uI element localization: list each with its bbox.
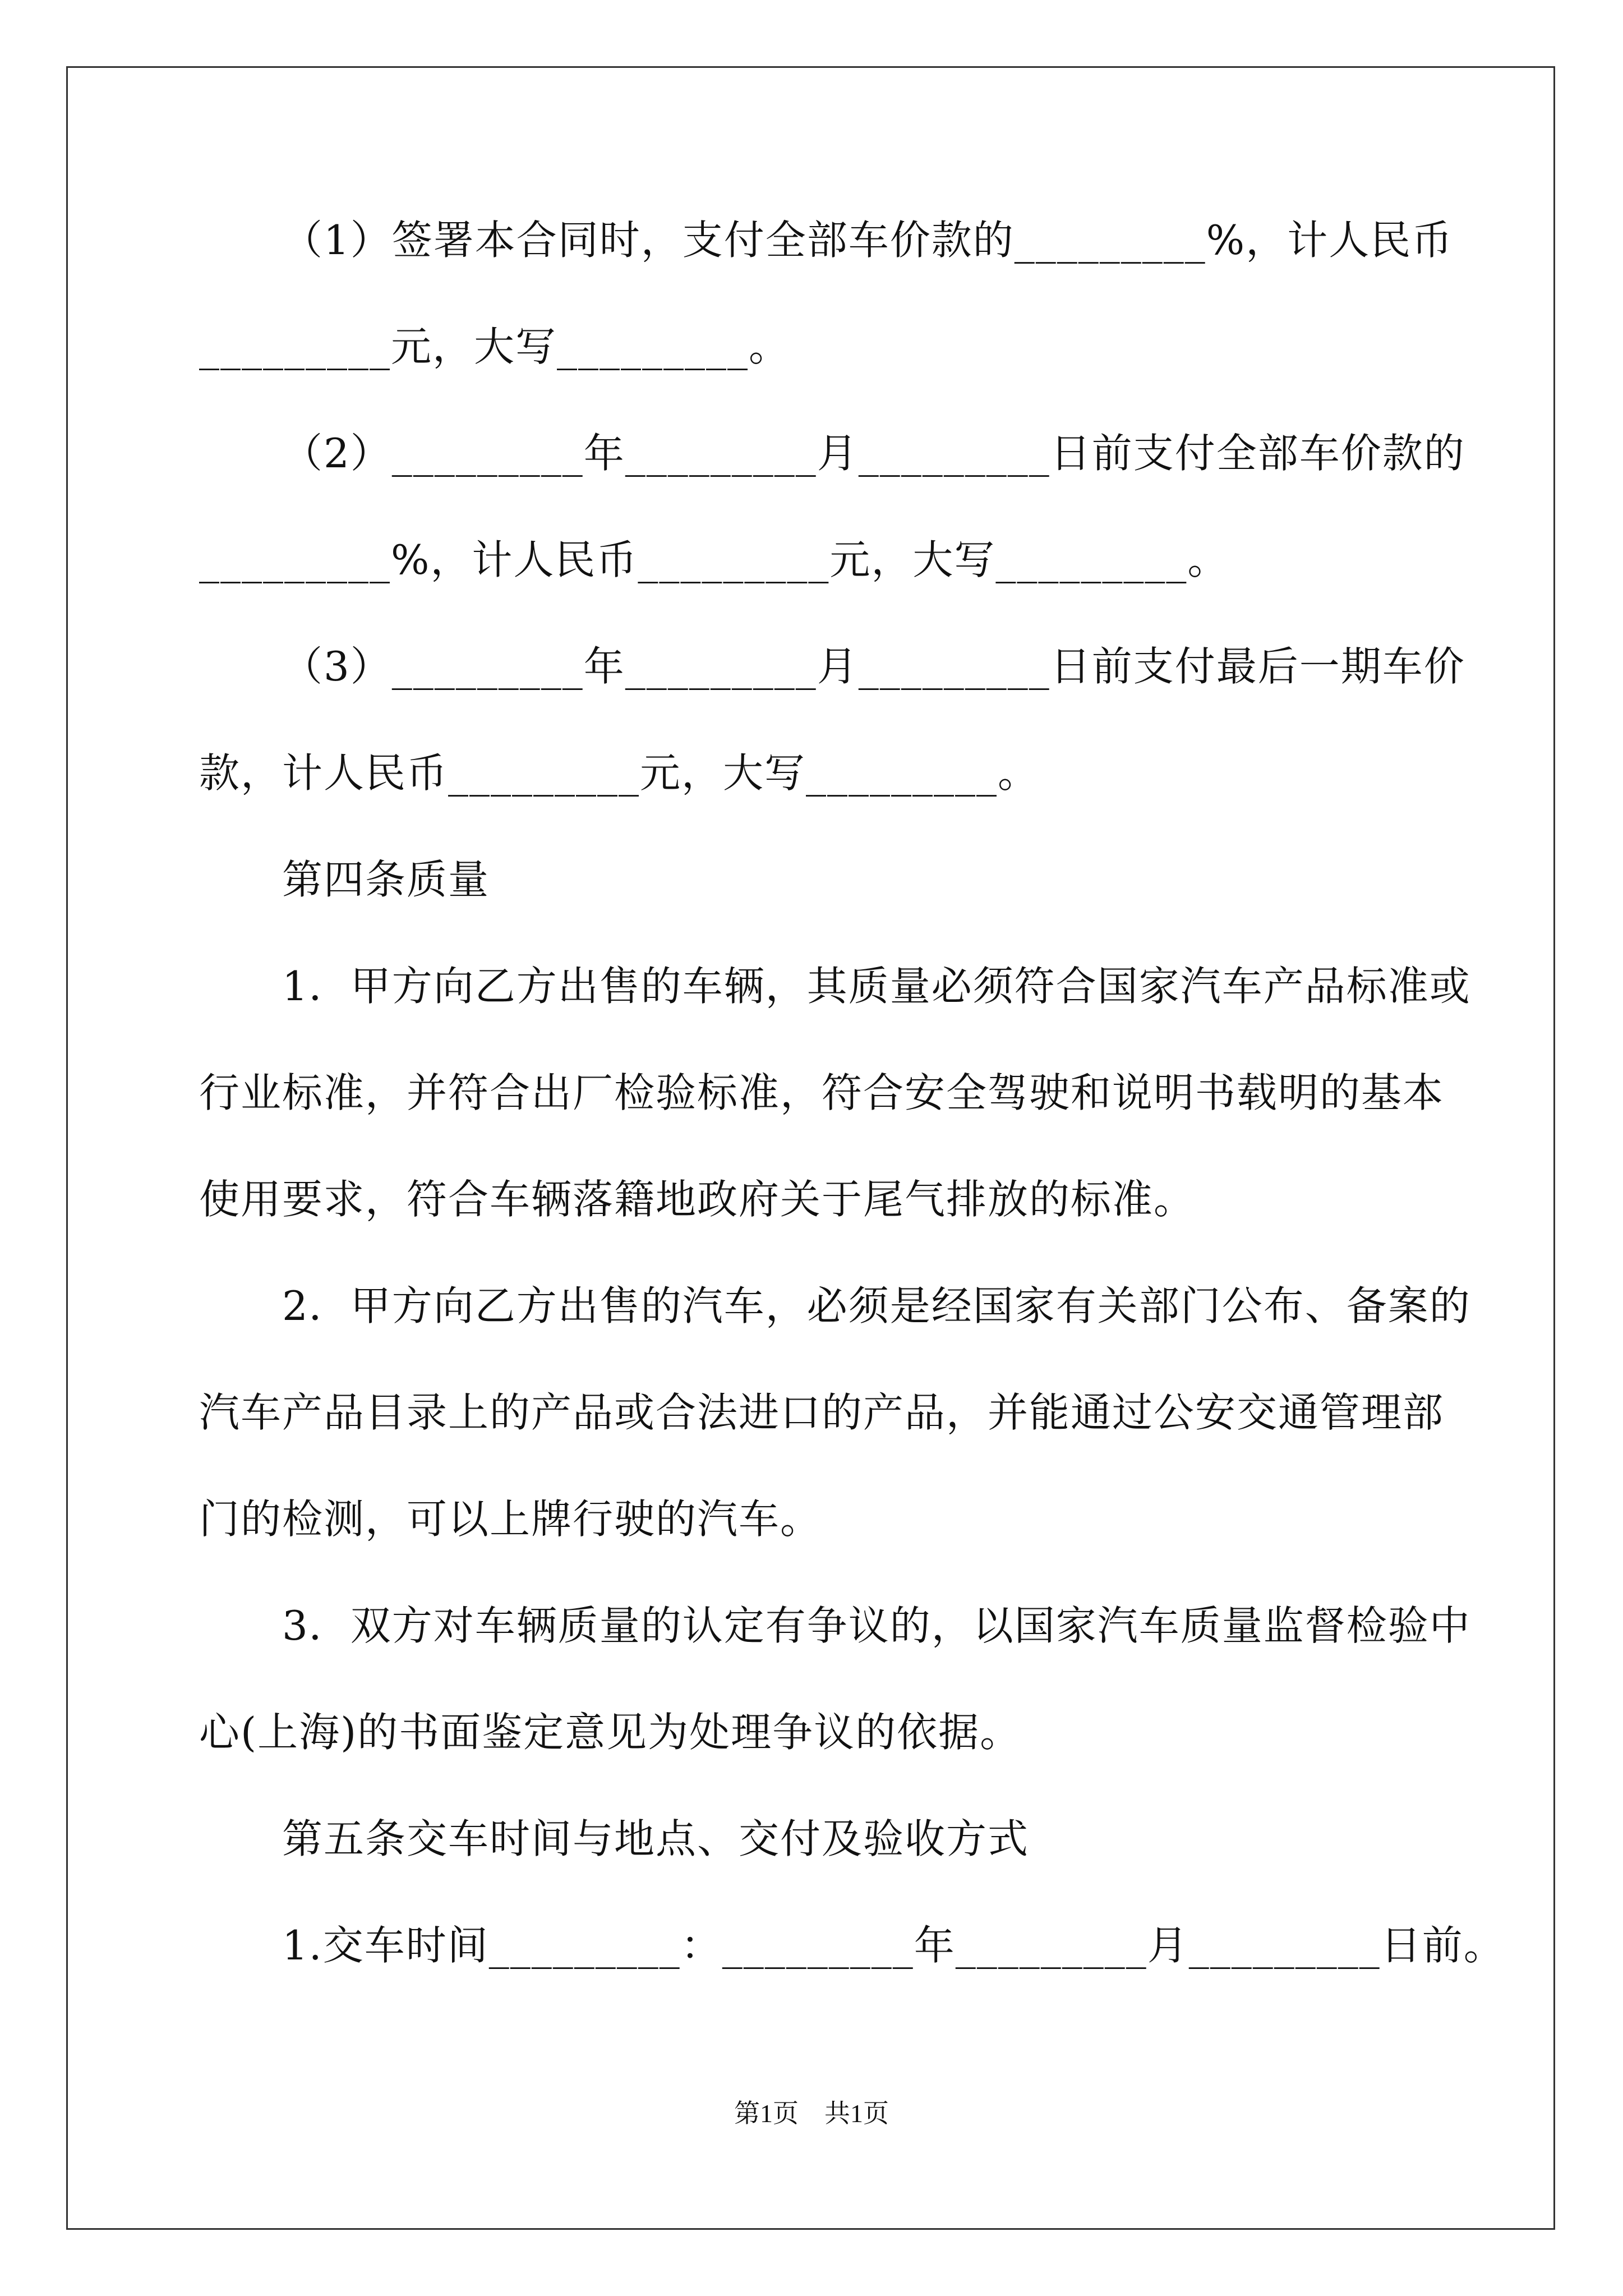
paragraph-line: 门的检测，可以上牌行驶的汽车。	[199, 1496, 822, 1543]
paragraph-line: （1）签署本合同时，支付全部车价款的_________%，计人民币	[282, 217, 1454, 264]
paragraph-line: 汽车产品目录上的产品或合法进口的产品，并能通过公安交通管理部	[199, 1389, 1445, 1436]
paragraph-line: _________元，大写_________。	[199, 323, 791, 370]
paragraph-line: 款，计人民币_________元，大写_________。	[199, 749, 1040, 797]
section-heading: 第五条交车时间与地点、交付及验收方式	[282, 1815, 1030, 1862]
paragraph-line: 3．双方对车辆质量的认定有争议的，以国家汽车质量监督检验中	[282, 1602, 1471, 1649]
page-border	[66, 66, 1555, 2230]
paragraph-line: （2）_________年_________月_________日前支付全部车价款的	[282, 430, 1465, 477]
paragraph-line: 行业标准，并符合出厂检验标准，符合安全驾驶和说明书载明的基本	[199, 1069, 1445, 1116]
paragraph-line: 使用要求，符合车辆落籍地政府关于尾气排放的标准。	[199, 1176, 1196, 1223]
paragraph-line: 1．甲方向乙方出售的车辆，其质量必须符合国家汽车产品标准或	[282, 963, 1471, 1010]
paragraph-line: （3）_________年_________月_________日前支付最后一期车价	[282, 643, 1465, 690]
paragraph-line: _________%，计人民币_________元，大写_________。	[199, 536, 1229, 583]
page-number-footer: 第1页 共1页	[734, 2099, 889, 2128]
paragraph-line: 心(上海)的书面鉴定意见为处理争议的依据。	[199, 1709, 1022, 1756]
section-heading: 第四条质量	[282, 856, 490, 903]
paragraph-line: 1.交车时间_________：_________年_________月_________日前。	[282, 1922, 1505, 1969]
paragraph-line: 2．甲方向乙方出售的汽车，必须是经国家有关部门公布、备案的	[282, 1282, 1471, 1329]
